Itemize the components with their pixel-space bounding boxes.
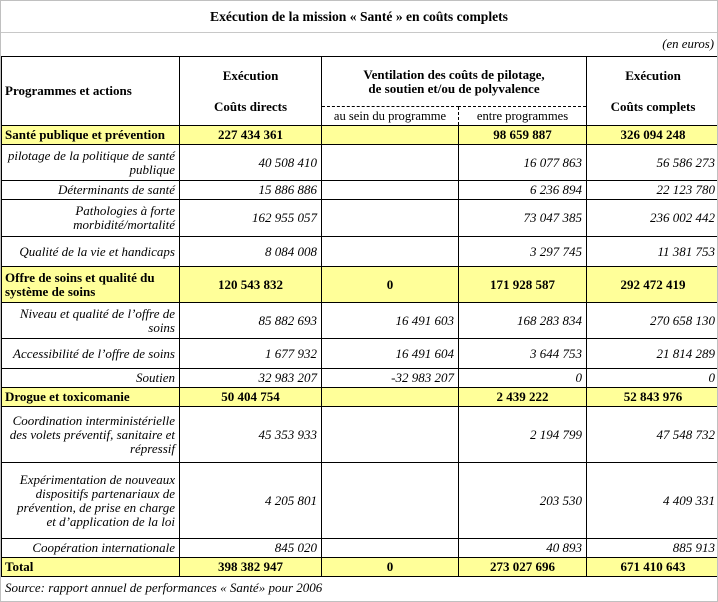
within-program-value: -32 983 207 xyxy=(322,369,459,388)
direct-costs-value: 845 020 xyxy=(180,539,322,558)
col-header-full-costs xyxy=(587,57,718,126)
col-header-ventilation-line1: Ventilation des coûts de pilotage, xyxy=(363,66,545,82)
col-header-direct-costs-line1: Exécution xyxy=(222,67,279,83)
direct-costs-value: 32 983 207 xyxy=(180,369,322,388)
direct-costs-value: 398 382 947 xyxy=(180,558,322,577)
row-label: Coordination interministérielle des volets préventif, sanitaire et répressif xyxy=(2,407,180,463)
action-row xyxy=(2,303,718,339)
direct-costs-value: 4 205 801 xyxy=(180,463,322,539)
direct-costs-value: 15 886 886 xyxy=(180,181,322,200)
direct-costs-value: 45 353 933 xyxy=(180,407,322,463)
action-row xyxy=(2,339,718,369)
full-costs-value: 326 094 248 xyxy=(587,126,718,145)
direct-costs-value: 120 543 832 xyxy=(180,267,322,303)
action-row xyxy=(2,145,718,181)
within-program-value xyxy=(322,145,459,181)
full-costs-value: 56 586 273 xyxy=(587,145,718,181)
row-label: Offre de soins et qualité du système de soins xyxy=(2,267,180,303)
between-programs-value: 3 297 745 xyxy=(459,237,587,267)
full-costs-value: 11 381 753 xyxy=(587,237,718,267)
table-body xyxy=(2,126,718,577)
col-header-full-costs-line1: Exécution xyxy=(625,67,681,83)
cost-table xyxy=(1,56,718,577)
within-program-value: 16 491 604 xyxy=(322,339,459,369)
direct-costs-value: 1 677 932 xyxy=(180,339,322,369)
col-header-ventilation-line2: de soutien et/ou de polyvalence xyxy=(368,80,540,96)
between-programs-value: 2 439 222 xyxy=(459,388,587,407)
within-program-value xyxy=(322,126,459,145)
col-header-between-programs: entre programmes xyxy=(459,107,587,126)
full-costs-value: 270 658 130 xyxy=(587,303,718,339)
within-program-value xyxy=(322,200,459,237)
direct-costs-value: 162 955 057 xyxy=(180,200,322,237)
between-programs-value: 98 659 887 xyxy=(459,126,587,145)
row-label: Qualité de la vie et handicaps xyxy=(2,237,180,267)
within-program-value: 0 xyxy=(322,558,459,577)
within-program-value: 16 491 603 xyxy=(322,303,459,339)
full-costs-value: 0 xyxy=(587,369,718,388)
full-costs-value: 52 843 976 xyxy=(587,388,718,407)
total-row xyxy=(2,558,718,577)
col-header-within-program: au sein du programme xyxy=(322,107,459,126)
row-label: pilotage de la politique de santé publique xyxy=(2,145,180,181)
row-label: Soutien xyxy=(2,369,180,388)
row-label: Coopération internationale xyxy=(2,539,180,558)
within-program-value xyxy=(322,237,459,267)
table-header xyxy=(2,57,718,126)
action-row xyxy=(2,369,718,388)
col-header-direct-costs-line2: Coûts directs xyxy=(213,98,288,114)
row-label: Niveau et qualité de l’offre de soins xyxy=(2,303,180,339)
full-costs-value: 292 472 419 xyxy=(587,267,718,303)
action-row xyxy=(2,539,718,558)
direct-costs-value: 50 404 754 xyxy=(180,388,322,407)
full-costs-value: 21 814 289 xyxy=(587,339,718,369)
action-row xyxy=(2,407,718,463)
row-label: Santé publique et prévention xyxy=(2,126,180,145)
between-programs-value: 3 644 753 xyxy=(459,339,587,369)
within-program-value xyxy=(322,181,459,200)
action-row xyxy=(2,463,718,539)
direct-costs-value: 227 434 361 xyxy=(180,126,322,145)
action-row xyxy=(2,237,718,267)
col-header-ventilation xyxy=(322,57,587,107)
action-row xyxy=(2,181,718,200)
within-program-value xyxy=(322,388,459,407)
between-programs-value: 16 077 863 xyxy=(459,145,587,181)
within-program-value xyxy=(322,463,459,539)
between-programs-value: 40 893 xyxy=(459,539,587,558)
between-programs-value: 0 xyxy=(459,369,587,388)
full-costs-value: 4 409 331 xyxy=(587,463,718,539)
row-label: Total xyxy=(2,558,180,577)
row-label: Pathologies à forte morbidité/mortalité xyxy=(2,200,180,237)
full-costs-value: 47 548 732 xyxy=(587,407,718,463)
between-programs-value: 203 530 xyxy=(459,463,587,539)
source-note: Source: rapport annuel de performances « Santé» pour 2006 xyxy=(5,580,323,595)
full-costs-value: 671 410 643 xyxy=(587,558,718,577)
row-label: Expérimentation de nouveaux dispositifs partenariaux de prévention, de prise en charge et d’application de la loi xyxy=(2,463,180,539)
direct-costs-value: 85 882 693 xyxy=(180,303,322,339)
col-header-programs: Programmes et actions xyxy=(2,57,180,126)
row-label: Drogue et toxicomanie xyxy=(2,388,180,407)
direct-costs-value: 40 508 410 xyxy=(180,145,322,181)
row-label: Déterminants de santé xyxy=(2,181,180,200)
between-programs-value: 6 236 894 xyxy=(459,181,587,200)
within-program-value: 0 xyxy=(322,267,459,303)
units-note: (en euros) xyxy=(662,37,714,51)
between-programs-value: 73 047 385 xyxy=(459,200,587,237)
col-header-direct-costs xyxy=(180,57,322,126)
full-costs-value: 22 123 780 xyxy=(587,181,718,200)
between-programs-value: 2 194 799 xyxy=(459,407,587,463)
between-programs-value: 168 283 834 xyxy=(459,303,587,339)
section-row xyxy=(2,388,718,407)
between-programs-value: 171 928 587 xyxy=(459,267,587,303)
between-programs-value: 273 027 696 xyxy=(459,558,587,577)
col-header-full-costs-line2: Coûts complets xyxy=(610,98,696,114)
full-costs-value: 236 002 442 xyxy=(587,200,718,237)
row-label: Accessibilité de l’offre de soins xyxy=(2,339,180,369)
direct-costs-value: 8 084 008 xyxy=(180,237,322,267)
header-row-main xyxy=(2,57,718,107)
table-title: Exécution de la mission « Santé » en coûts complets xyxy=(1,1,717,33)
action-row xyxy=(2,200,718,237)
full-costs-value: 885 913 xyxy=(587,539,718,558)
within-program-value xyxy=(322,539,459,558)
section-row xyxy=(2,126,718,145)
section-row xyxy=(2,267,718,303)
within-program-value xyxy=(322,407,459,463)
